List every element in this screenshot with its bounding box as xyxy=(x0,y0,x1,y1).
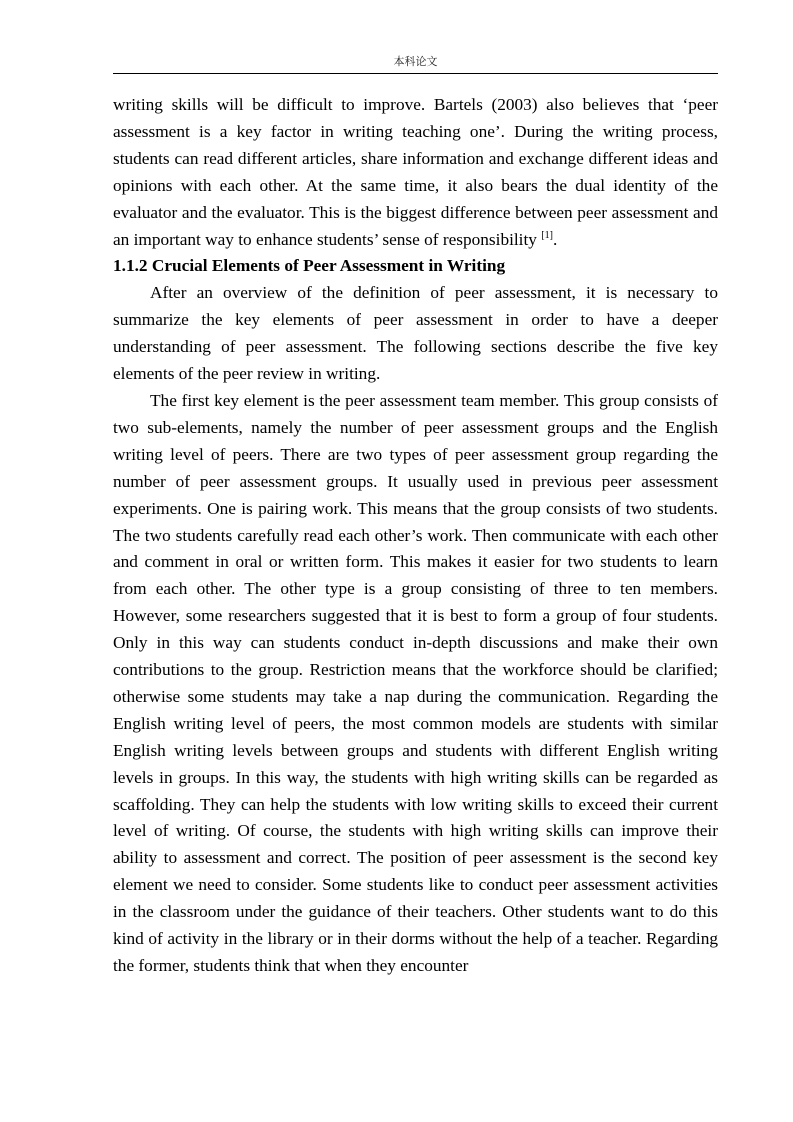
paragraph-first-key-element: The first key element is the peer assessment team member. This group consists of two sub-elements, namely the number of peer assessment groups and the English writing level of peers. There are two types of peer assessment group regarding the number of peer assessment groups. It usually used in previous peer assessment experiments. One is pairing work. This means that the group consists of two students. The two students carefully read each other’s work. Then communicate with each other and comment in oral or written form. This makes it easier for two students to learn from each other. The other type is a group consisting of three to ten members. However, some researchers suggested that it is best to form a group of four students. Only in this way can students conduct in-depth discussions and make their own contributions to the group. Restriction means that the workforce should be clarified; otherwise some students may take a nap during the communication. Regarding the English writing level of peers, the most common models are students with similar English writing levels between groups and students with different English writing levels in groups. In this way, the students with high writing skills can be regarded as scaffolding. They can help the students with low writing skills to exceed their current level of writing. Of course, the students with high writing skills can improve their ability to assessment and correct. The position of peer assessment is the second key element we need to consider. Some students like to conduct peer assessment activities in the classroom under the guidance of their teachers. Other students want to do this kind of activity in the library or in their dorms without the help of a teacher. Regarding the former, students think that when they encounter xyxy=(113,390,718,975)
citation-reference: [1] xyxy=(541,229,553,241)
paragraph-text: writing skills will be difficult to improve. Bartels (2003) also believes that ‘peer assessment is a key factor in writing teaching one’. During the writing process, students can read different articles, share information and exchange different ideas and opinions with each other. At the same time, it also bears the dual identity of the evaluator and the evaluator. This is the biggest difference between peer assessment and an important way to enhance students’ sense of responsibility xyxy=(113,95,718,249)
paragraph-continuation xyxy=(113,92,718,253)
page-content xyxy=(113,92,718,980)
section-heading: 1.1.2 Crucial Elements of Peer Assessment in Writing xyxy=(113,256,506,276)
header-divider xyxy=(113,73,718,74)
page-header: 本科论文 xyxy=(393,55,438,68)
paragraph-overview: After an overview of the definition of peer assessment, it is necessary to summarize the key elements of peer assessment in order to have a deeper understanding of peer assessment. The following sections describe the five key elements of the peer review in writing. xyxy=(113,283,718,384)
paragraph-end-punctuation: . xyxy=(552,229,558,249)
